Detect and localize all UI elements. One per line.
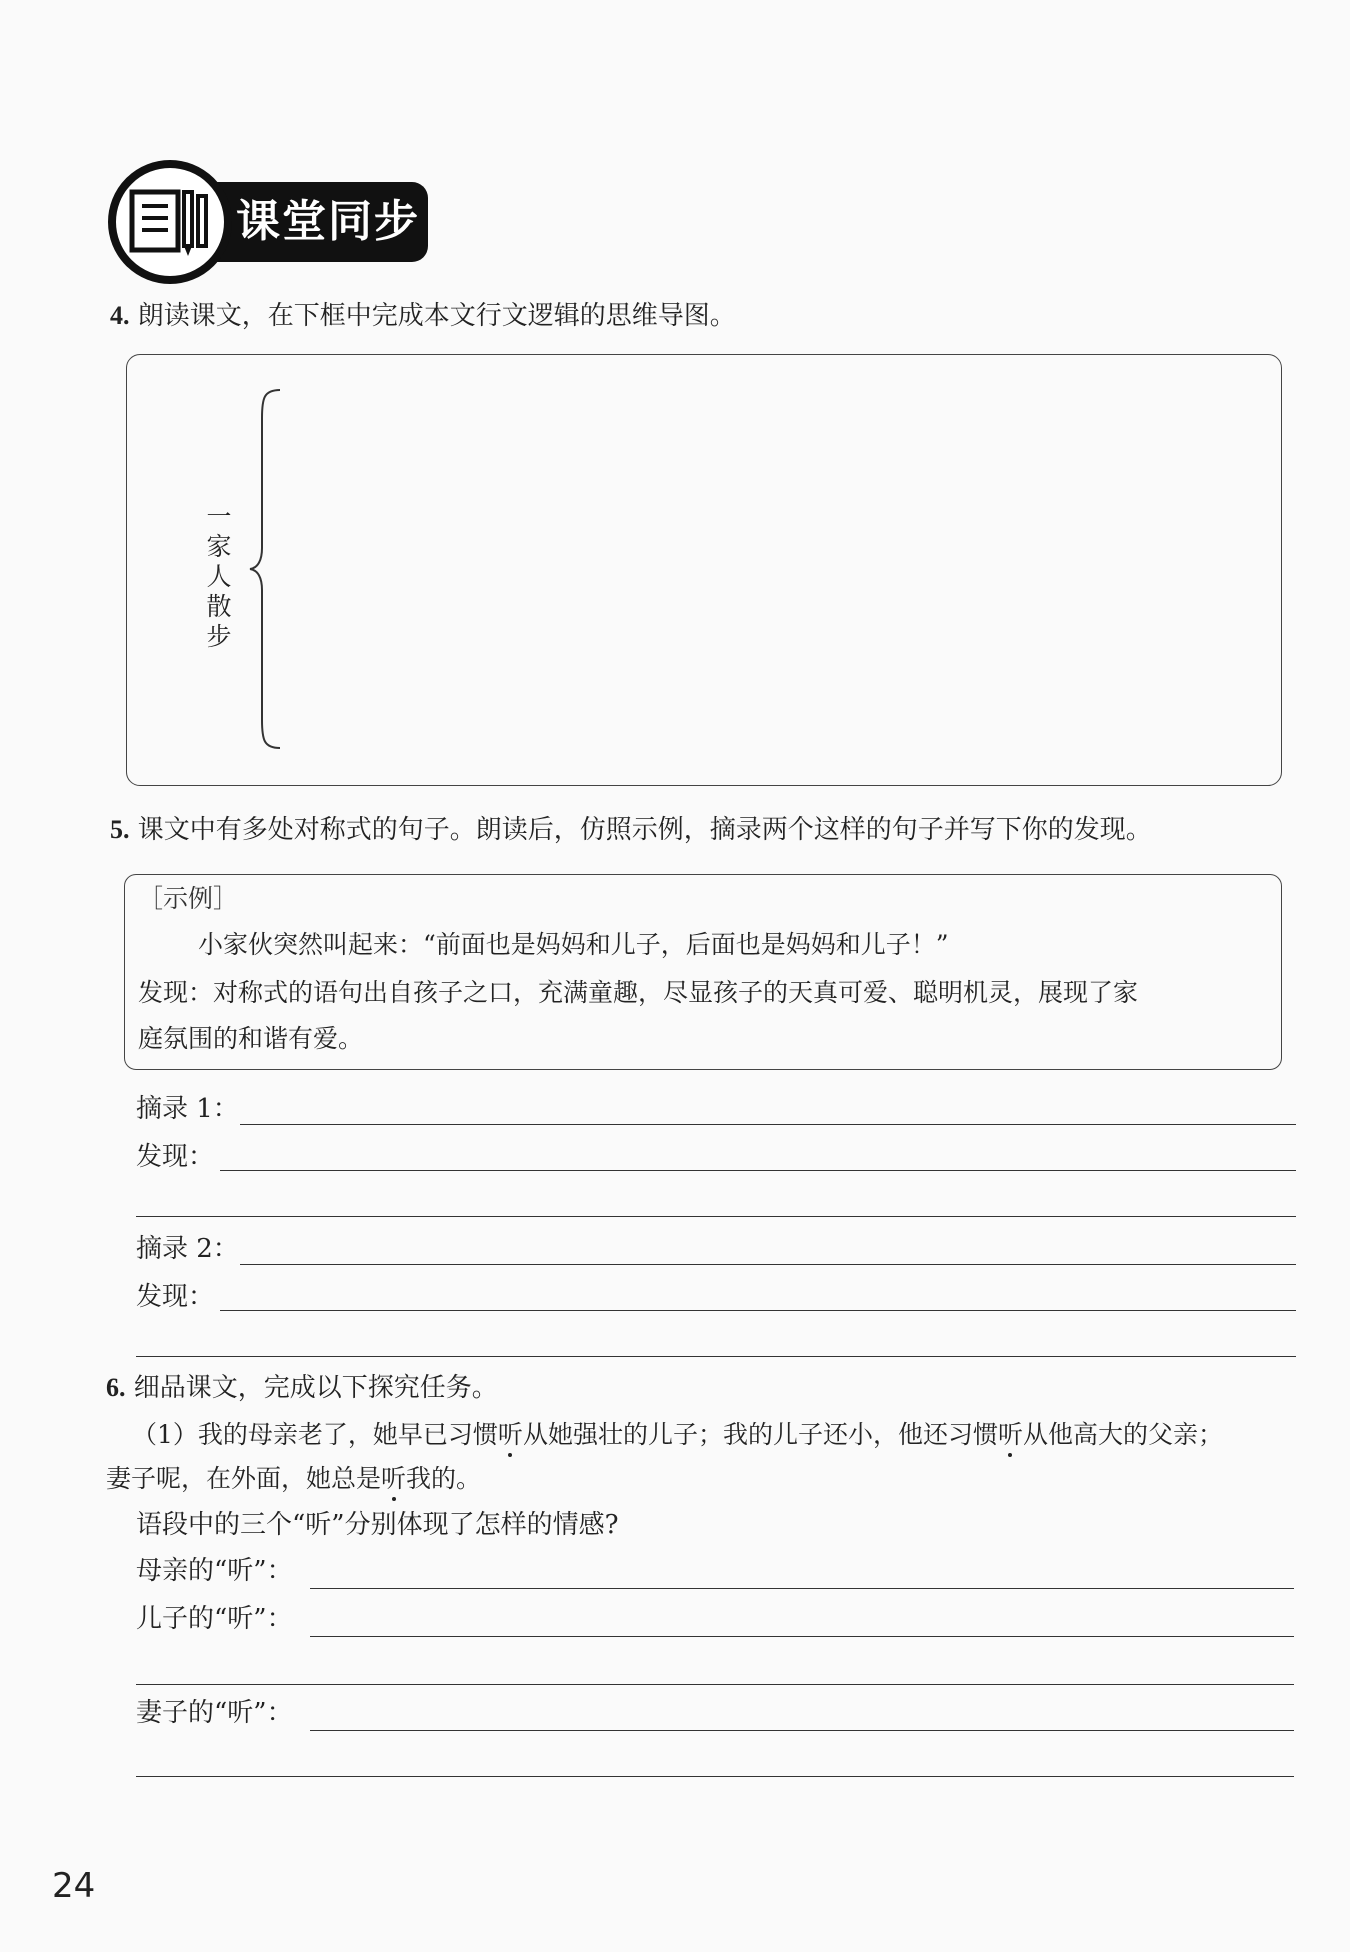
mind-map-box[interactable] [126,354,1282,786]
section-badge [108,160,428,284]
emphasis-listen: 听 [498,1418,523,1452]
son-listen-line[interactable] [310,1636,1294,1637]
finding-1-label: 发现： [136,1142,215,1172]
badge-circle [108,160,232,284]
example-quote: 小家伙突然叫起来：“前面也是妈妈和儿子，后面也是妈妈和儿子！” [198,930,949,959]
mother-listen-label: 母亲的“听”： [136,1556,293,1586]
mind-map-root-label: 一家人散步 [206,502,232,651]
excerpt-1-line[interactable] [240,1124,1296,1125]
passage-line-1 [132,1418,1223,1452]
question-number: 5. [110,815,130,844]
finding-1-line-2[interactable] [136,1216,1296,1217]
emphasis-listen: 听 [998,1418,1023,1452]
finding-2-line-2[interactable] [136,1356,1296,1357]
page-number: 24 [52,1866,96,1906]
curly-brace-icon [246,388,286,750]
finding-2-line[interactable] [220,1310,1296,1311]
wife-listen-line[interactable] [310,1730,1294,1731]
example-finding-line-1: 发现：对称式的语句出自孩子之口，充满童趣，尽显孩子的天真可爱、聪明机灵，展现了家 [138,978,1139,1007]
passage-text: 妻子呢，在外面，她总是 [106,1464,382,1493]
passage-text: 我的。 [406,1464,482,1493]
notebook-pencil-icon [128,186,212,258]
passage-text: 从他高大的父亲； [1022,1420,1223,1449]
question-5 [110,812,1152,848]
wife-listen-label: 妻子的“听”： [136,1698,293,1728]
mother-listen-line[interactable] [310,1588,1294,1589]
son-listen-line-2[interactable] [136,1684,1294,1685]
sub-question: 语段中的三个“听”分别体现了怎样的情感? [136,1510,619,1540]
son-listen-label: 儿子的“听”： [136,1604,293,1634]
question-text: 课文中有多处对称式的句子。朗读后，仿照示例，摘录两个这样的句子并写下你的发现。 [137,815,1152,845]
emphasis-listen: 听 [381,1462,406,1496]
wife-listen-line-2[interactable] [136,1776,1294,1777]
badge-title: 课堂同步 [236,196,420,247]
finding-1-line[interactable] [220,1170,1296,1171]
question-number: 4. [110,301,130,330]
excerpt-2-line[interactable] [240,1264,1296,1265]
question-4 [110,298,736,334]
example-tag: ［示例］ [138,884,239,913]
passage-text: 从她强壮的儿子；我的儿子还小，他还习惯 [522,1420,998,1449]
example-finding-line-2: 庭氛围的和谐有爱。 [138,1024,364,1053]
question-6 [106,1370,498,1406]
question-text: 朗读课文，在下框中完成本文行文逻辑的思维导图。 [137,301,736,331]
question-text: 细品课文，完成以下探究任务。 [133,1373,498,1403]
excerpt-2-label: 摘录 2： [136,1234,239,1264]
passage-line-2 [106,1462,481,1496]
excerpt-1-label: 摘录 1： [136,1094,239,1124]
question-number: 6. [106,1373,126,1402]
finding-2-label: 发现： [136,1282,215,1312]
passage-text: （1）我的母亲老了，她早已习惯 [132,1420,498,1449]
